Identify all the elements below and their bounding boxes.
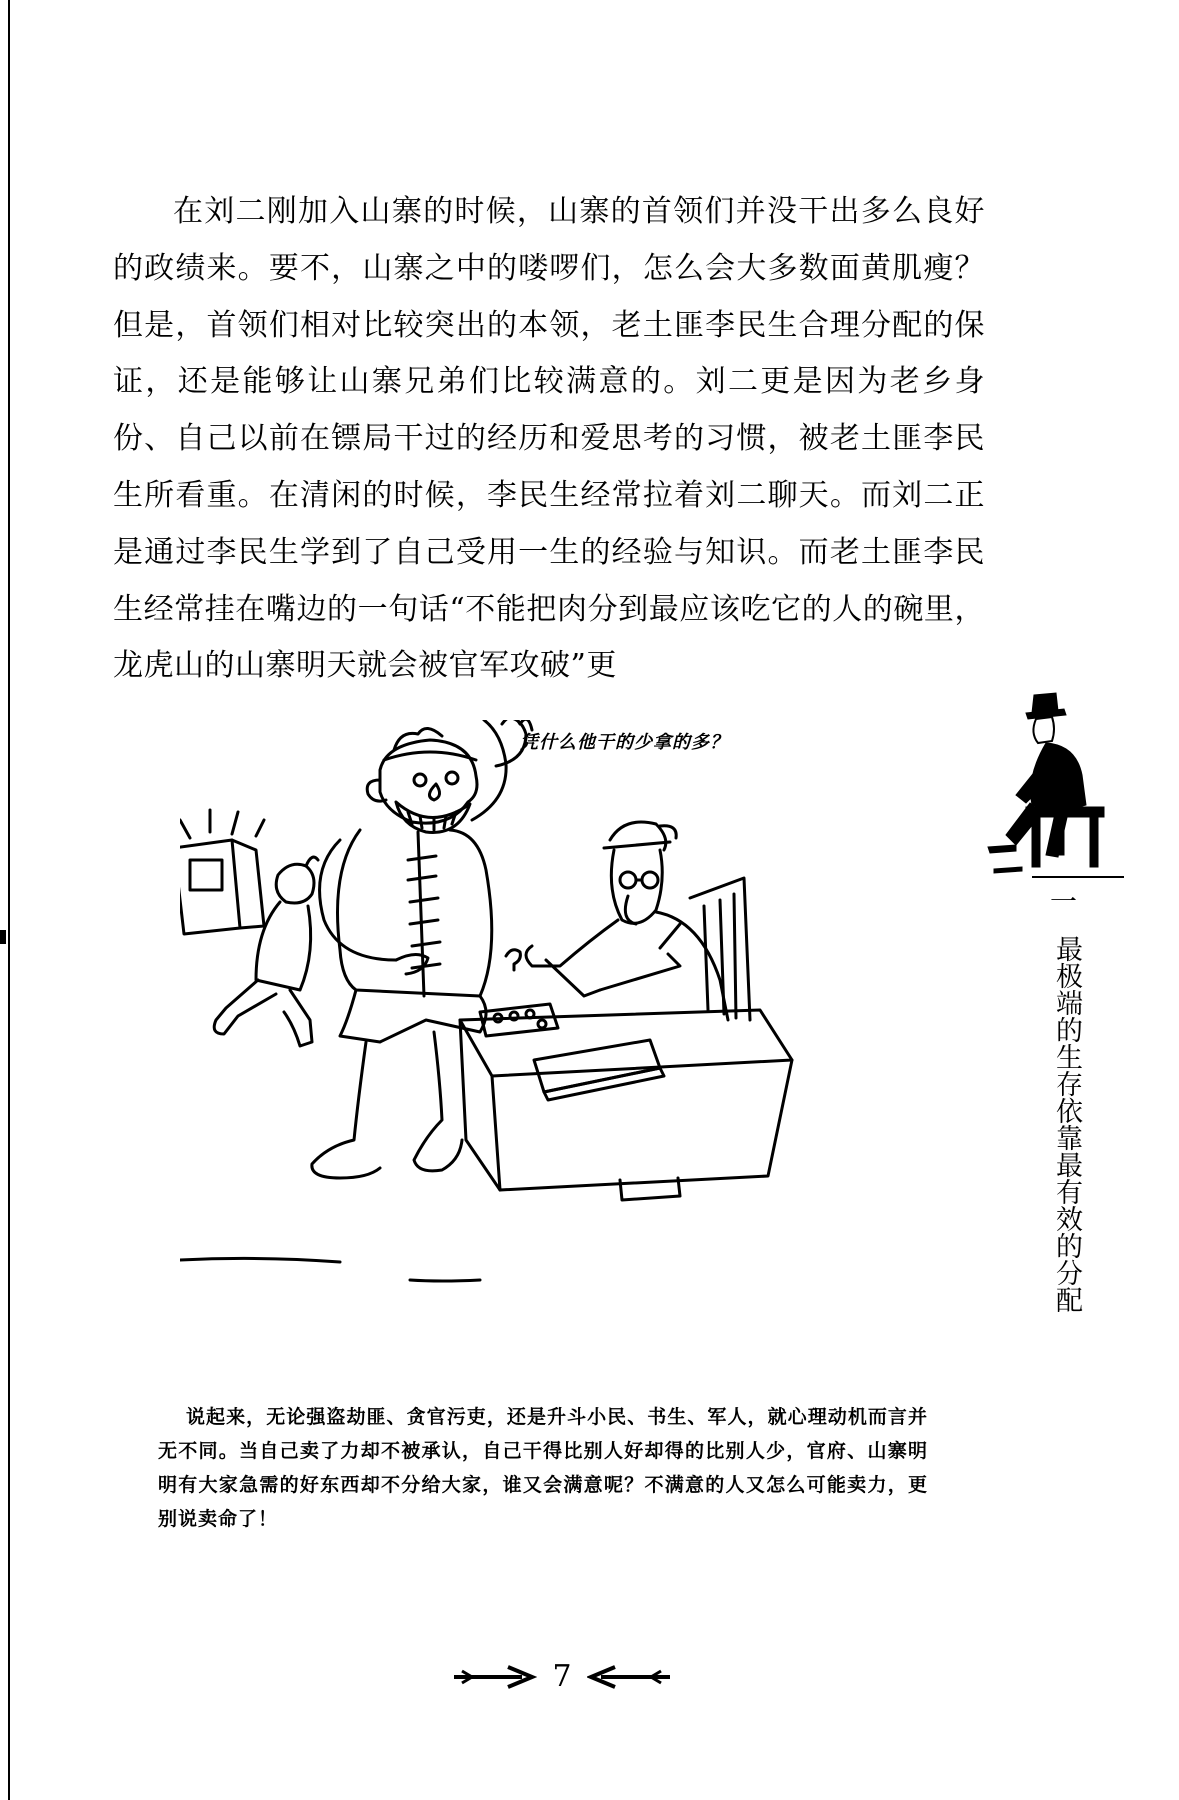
illustration-caption: 说起来，无论强盗劫匪、贪官污吏，还是升斗小民、书生、军人，就心理动机而言并无不同。当自己卖了力却不被承认，自己干得比别人好却得的比别人少，官府、山寨明明有大家急需的好东西却不分给大家，谁又会满意呢？不满意的人又怎么可能卖力，更别说卖命了！ <box>158 1406 928 1530</box>
page-number: 7 <box>552 1659 572 1694</box>
body-paragraph: 在刘二刚加入山寨的时候，山寨的首领们并没干出多么良好的政绩来。要不，山寨之中的喽啰们，怎么会大多数面黄肌瘦？但是，首领们相对比较突出的本领，老土匪李民生合理分配的保证，还是能够让山寨兄弟们比较满意的。刘二更是因为老乡身份、自己以前在镖局干过的经历和爱思考的习惯，被老土匪李民生所看重。在清闲的时候，李民生经常拉着刘二聊天。而刘二正是通过李民生学到了自己受用一生的经验与知识。而老土匪李民生经常挂在嘴边的一句话“不能把肉分到最应该吃它的人的碗里，龙虎山的山寨明天就会被官军攻破”更 <box>113 194 985 684</box>
chapter-number: 一 <box>1050 887 1077 918</box>
page-edge-mark <box>0 930 6 944</box>
cartoon-illustration <box>180 720 880 1360</box>
page-edge-line <box>8 0 10 1800</box>
chapter-divider <box>1032 876 1124 878</box>
corner-figure-illustration <box>986 685 1122 875</box>
left-arrow-ornament <box>452 1665 537 1689</box>
chapter-title: 最极端的生存依靠最有效的分配 <box>1051 935 1082 1313</box>
page-number-ornament <box>452 1655 672 1699</box>
cartoon-speech-text: 凭什么他干的少拿的多？ <box>520 732 729 753</box>
right-arrow-ornament <box>587 1665 672 1689</box>
